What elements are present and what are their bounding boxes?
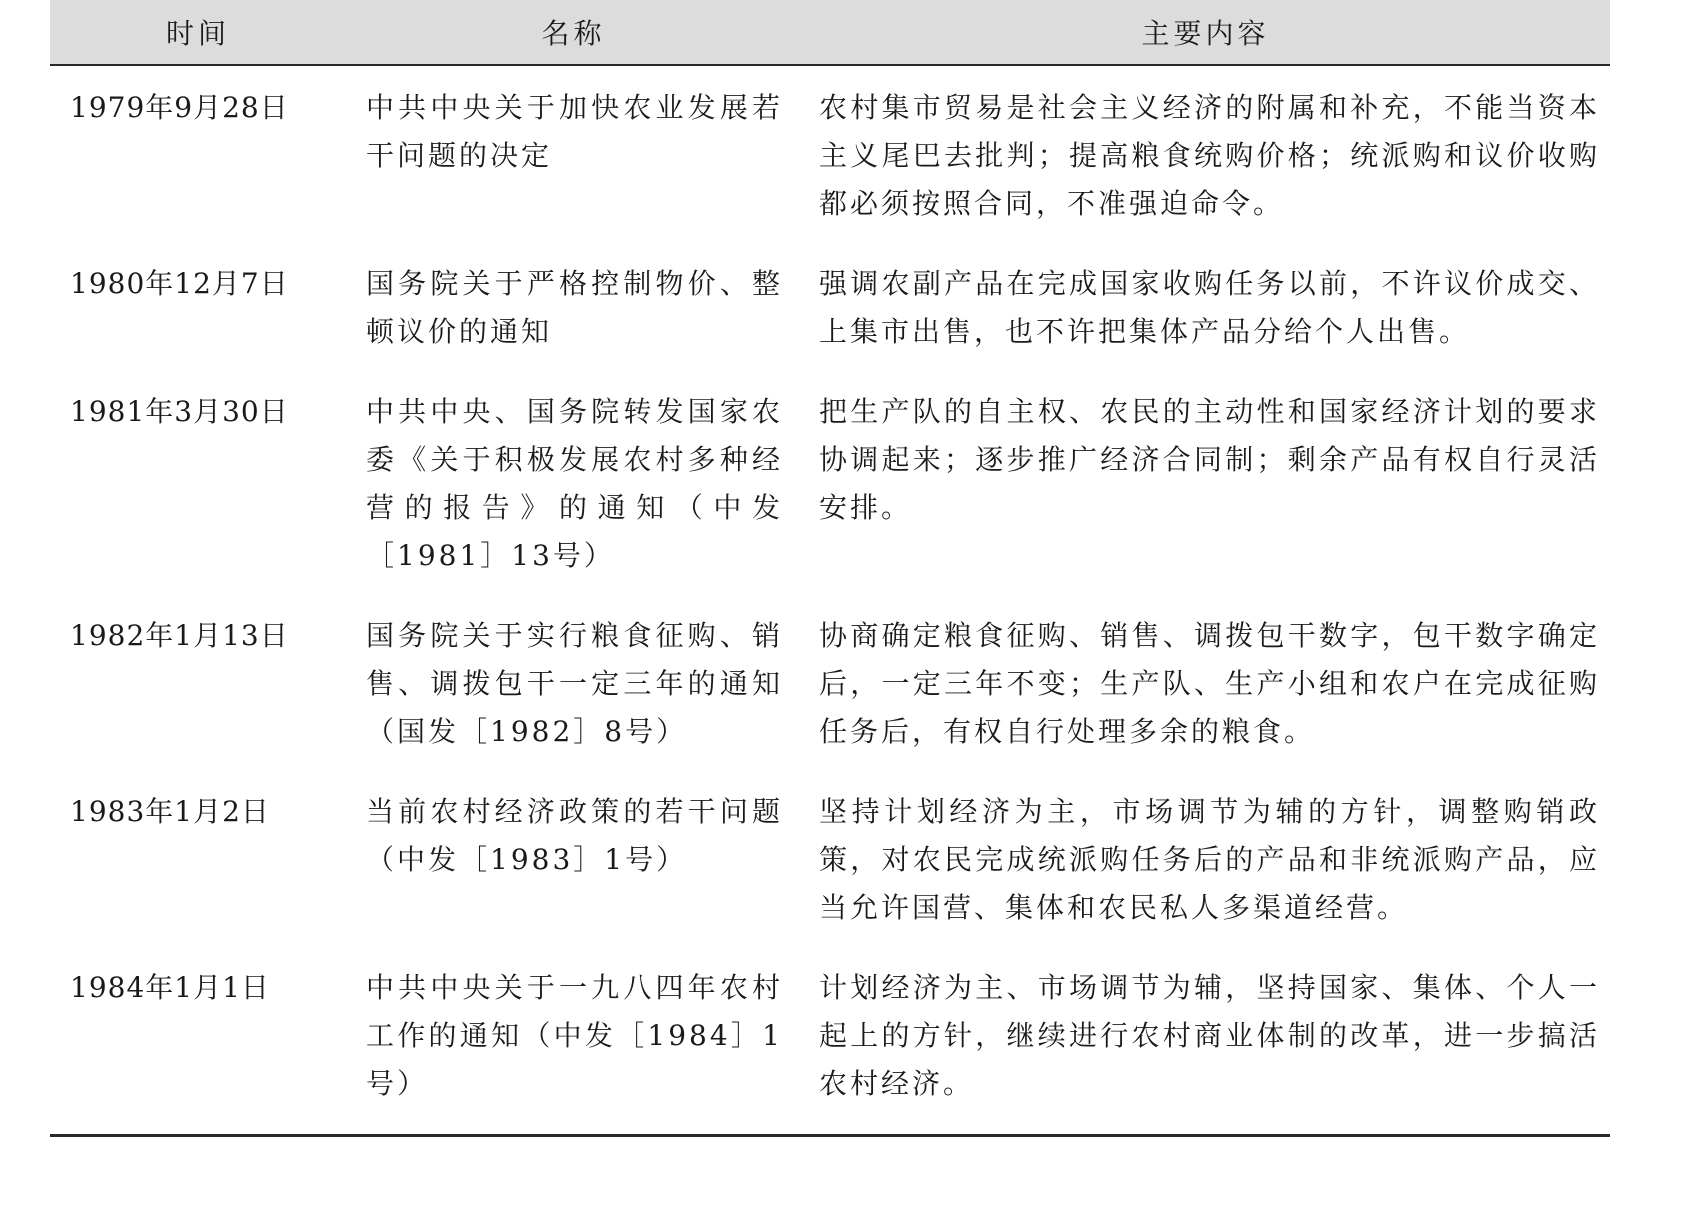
row-name: 当前农村经济政策的若干问题（中发［1983］1号） — [366, 795, 783, 876]
row-content: 计划经济为主、市场调节为辅，坚持国家、集体、个人一起上的方针，继续进行农村商业体制的改革，进一步搞活农村经济。 — [819, 971, 1600, 1100]
policy-table — [50, 0, 1610, 1130]
row-time: 1981年3月30日 — [70, 395, 289, 428]
row-time: 1983年1月2日 — [70, 795, 270, 828]
table-body — [50, 65, 1610, 1130]
row-content: 农村集市贸易是社会主义经济的附属和补充，不能当资本主义尾巴去批判；提高粮食统购价格；统派购和议价收购都必须按照合同，不准强迫命令。 — [819, 91, 1600, 220]
row-name: 国务院关于严格控制物价、整顿议价的通知 — [366, 267, 783, 348]
table-row — [50, 65, 1610, 250]
row-name: 中共中央关于加快农业发展若干问题的决定 — [366, 91, 783, 172]
row-content: 坚持计划经济为主，市场调节为辅的方针，调整购销政策，对农民完成统派购任务后的产品和非统派购产品，应当允许国营、集体和农民私人多渠道经营。 — [819, 795, 1600, 924]
row-name: 中共中央、国务院转发国家农委《关于积极发展农村多种经营的报告》的通知（中发［1981］13号） — [366, 395, 783, 572]
table-row — [50, 250, 1610, 378]
row-time: 1980年12月7日 — [70, 267, 289, 300]
table-row — [50, 378, 1610, 602]
table-header — [50, 0, 1610, 65]
row-name: 国务院关于实行粮食征购、销售、调拨包干一定三年的通知（国发［1982］8号） — [366, 619, 783, 748]
row-time: 1982年1月13日 — [70, 619, 289, 652]
table-row — [50, 954, 1610, 1130]
header-time: 时间 — [50, 0, 346, 65]
row-time: 1979年9月28日 — [70, 91, 289, 124]
row-content: 把生产队的自主权、农民的主动性和国家经济计划的要求协调起来；逐步推广经济合同制；剩余产品有权自行灵活安排。 — [819, 395, 1600, 524]
table-row — [50, 778, 1610, 954]
header-row — [50, 0, 1610, 65]
row-time: 1984年1月1日 — [70, 971, 270, 1004]
policy-table-container — [50, 0, 1610, 1137]
header-content: 主要内容 — [801, 0, 1610, 65]
row-name: 中共中央关于一九八四年农村工作的通知（中发［1984］1号） — [366, 971, 783, 1100]
row-content: 协商确定粮食征购、销售、调拨包干数字，包干数字确定后，一定三年不变；生产队、生产小组和农户在完成征购任务后，有权自行处理多余的粮食。 — [819, 619, 1600, 748]
row-content: 强调农副产品在完成国家收购任务以前，不许议价成交、上集市出售，也不许把集体产品分给个人出售。 — [819, 267, 1600, 348]
table-bottom-rule — [50, 1134, 1610, 1137]
header-name: 名称 — [346, 0, 801, 65]
table-row — [50, 602, 1610, 778]
